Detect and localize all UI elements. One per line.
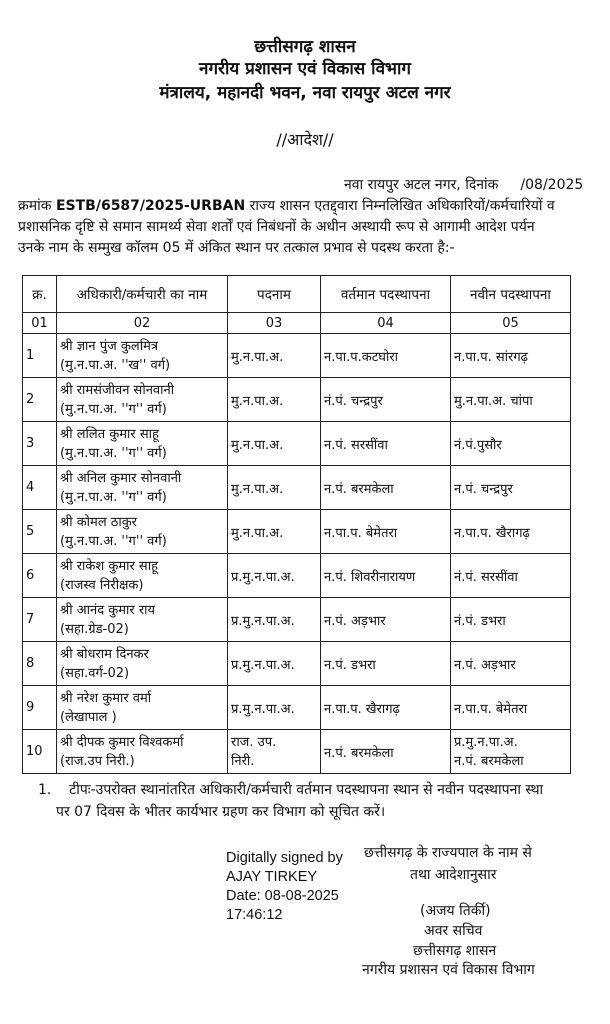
- signoff-office-2: नगरीय प्रशासन एवं विकास विभाग: [362, 962, 535, 978]
- digital-signature-name: AJAY TIRKEY: [226, 869, 318, 885]
- body-line-1-rest: राज्य शासन एतद्द्वारा निम्नलिखित अधिकारियों/कर्मचारियों व: [245, 198, 555, 214]
- table-row: [23, 642, 571, 686]
- row-new: न.पा.प. बेमेतरा: [451, 686, 571, 730]
- col-number: 04: [321, 313, 451, 334]
- table-row: [23, 466, 571, 510]
- row-name: श्री आनंद कुमार राय: [60, 602, 156, 618]
- row-name-cell: [57, 422, 228, 466]
- header-designation: पदनाम: [228, 276, 321, 313]
- body-line-1: [18, 196, 555, 215]
- table-row: [23, 510, 571, 554]
- table-row: [23, 598, 571, 642]
- signoff-line-2: तथा आदेशानुसार: [410, 867, 497, 883]
- row-current: न.पा.प.कटघोरा: [321, 334, 451, 378]
- row-name: श्री बोधराम दिनकर: [60, 646, 149, 662]
- row-new: मु.न.पा.अ. चांपा: [451, 378, 571, 422]
- row-designation: प्र.मु.न.पा.अ.: [228, 686, 321, 730]
- row-name-sub: (राजस्व निरीक्षक): [60, 577, 144, 593]
- note-line-2: पर 07 दिवस के भीतर कार्यभार ग्रहण कर विभाग को सूचित करें।: [56, 804, 386, 820]
- row-new: नं.पं.पुसौर: [451, 422, 571, 466]
- table-row: [23, 554, 571, 598]
- row-sn: 10: [23, 730, 57, 774]
- signoff-line-1: छत्तीसगढ़ के राज्यपाल के नाम से: [364, 845, 532, 861]
- row-name: श्री ज्ञान पुंज कुलमित्र: [60, 338, 159, 354]
- row-new: न.पं. अड़भार: [451, 642, 571, 686]
- row-designation: प्र.मु.न.पा.अ.: [228, 642, 321, 686]
- row-current: न.पं. डभरा: [321, 642, 451, 686]
- signoff-name: (अजय तिर्की): [420, 903, 491, 919]
- header-sn: क्र.: [23, 276, 57, 313]
- row-name-sub: (मु.न.पा.अ. ''ग'' वर्ग): [60, 533, 167, 549]
- row-current: न.पं. सरसींवा: [321, 422, 451, 466]
- row-sn: 6: [23, 554, 57, 598]
- row-name: श्री ललित कुमार साहू: [60, 426, 159, 442]
- col-number: 01: [23, 313, 57, 334]
- row-sn: 1: [23, 334, 57, 378]
- table-row: [23, 422, 571, 466]
- body-line-2: प्रशासनिक दृष्टि से समान सामर्थ्य सेवा शर्तों एवं निबंधनों के अधीन अस्थायी रूप से आगामी आदेश पर्यन: [18, 219, 535, 235]
- row-new: प्र.मु.न.पा.अ.: [454, 734, 518, 750]
- row-current: न.पं. बरमकेला: [321, 730, 451, 774]
- table-header-row: [23, 276, 571, 313]
- body-line-3: उनके नाम के सम्मुख कॉलम 05 में अंकित स्थान पर तत्काल प्रभाव से पदस्थ करता है:-: [18, 240, 455, 256]
- row-new-cell: [451, 730, 571, 774]
- row-designation-2: निरी.: [231, 753, 255, 769]
- row-sn: 8: [23, 642, 57, 686]
- digital-signature-time: 17:46:12: [226, 907, 283, 923]
- note-line-1: [38, 780, 543, 799]
- signoff-office-1: छत्तीसगढ़ शासन: [413, 943, 497, 959]
- table-row: [23, 730, 571, 774]
- row-current: न.पं. अड़भार: [321, 598, 451, 642]
- table-row: [23, 378, 571, 422]
- column-number-row: [23, 313, 571, 334]
- date-value: /08/2025: [520, 177, 584, 193]
- signoff-designation: अवर सचिव: [424, 923, 483, 939]
- note-number: 1.: [38, 782, 52, 798]
- row-name-sub: (सहा.ग्रेड-02): [60, 621, 129, 637]
- row-name-cell: [57, 554, 228, 598]
- header-new-posting: नवीन पदस्थापना: [451, 276, 571, 313]
- row-name-cell: [57, 642, 228, 686]
- col-number: 05: [451, 313, 571, 334]
- note-text-1: टीपः-उपरोक्त स्थानांतरित अधिकारी/कर्मचारी वर्तमान पदस्थापना स्थान से नवीन पदस्थापना स्था: [69, 782, 544, 798]
- row-designation: राज. उप.: [231, 734, 277, 750]
- digital-signature-date: Date: 08-08-2025: [226, 888, 339, 904]
- header-government: छत्तीसगढ़ शासन: [254, 37, 356, 57]
- date-line: [344, 175, 583, 194]
- row-name: श्री अनिल कुमार सोनवानी: [60, 470, 182, 486]
- row-designation: मु.न.पा.अ.: [228, 334, 321, 378]
- header-address: मंत्रालय, महानदी भवन, नवा रायपुर अटल नगर: [159, 83, 451, 103]
- row-sn: 7: [23, 598, 57, 642]
- row-designation: मु.न.पा.अ.: [228, 466, 321, 510]
- row-name: श्री नरेश कुमार वर्मा: [60, 690, 152, 706]
- header-name: अधिकारी/कर्मचारी का नाम: [57, 276, 228, 313]
- row-new: न.पं. चन्द्रपुर: [451, 466, 571, 510]
- ref-number: ESTB/6587/2025-URBAN: [55, 198, 246, 214]
- row-name-sub: (मु.न.पा.अ. ''ख'' वर्ग): [60, 357, 171, 373]
- row-current: न.पा.प. बेमेतरा: [321, 510, 451, 554]
- row-name-sub: (मु.न.पा.अ. ''ग'' वर्ग): [60, 489, 167, 505]
- row-designation: मु.न.पा.अ.: [228, 378, 321, 422]
- table-row: [23, 334, 571, 378]
- row-name: श्री राकेश कुमार साहू: [60, 558, 158, 574]
- row-designation: मु.न.पा.अ.: [228, 422, 321, 466]
- row-name-cell: [57, 686, 228, 730]
- digital-signature-label: Digitally signed by: [226, 850, 343, 866]
- row-name: श्री रामसंजीवन सोनवानी: [60, 382, 175, 398]
- row-current: न.पं. शिवरीनारायण: [321, 554, 451, 598]
- transfer-table: [22, 275, 571, 774]
- col-number: 03: [228, 313, 321, 334]
- row-name-sub: (राज.उप निरी.): [60, 753, 135, 769]
- row-designation: प्र.मु.न.पा.अ.: [228, 554, 321, 598]
- row-name-sub: (मु.न.पा.अ. ''ग'' वर्ग): [60, 445, 167, 461]
- row-name-sub: (लेखापाल ): [60, 709, 117, 725]
- row-designation: प्र.मु.न.पा.अ.: [228, 598, 321, 642]
- col-number: 02: [57, 313, 228, 334]
- row-new: न.पा.प. सांरगढ़: [451, 334, 571, 378]
- row-new: नं.पं. सरसींवा: [451, 554, 571, 598]
- row-sn: 5: [23, 510, 57, 554]
- row-name-sub: (सहा.वर्ग-02): [60, 665, 130, 681]
- row-name-cell: [57, 378, 228, 422]
- row-name-cell: [57, 466, 228, 510]
- row-sn: 3: [23, 422, 57, 466]
- row-sn: 9: [23, 686, 57, 730]
- row-current: न.पा.प. खैरागढ़: [321, 686, 451, 730]
- row-name: श्री दीपक कुमार विश्वकर्मा: [60, 734, 184, 750]
- order-title: //आदेश//: [276, 130, 334, 149]
- row-current: न.पं. बरमकेला: [321, 466, 451, 510]
- row-new-2: न.पं. बरमकेला: [454, 753, 524, 769]
- row-name-cell: [57, 598, 228, 642]
- row-name-sub: (मु.न.पा.अ. ''ग'' वर्ग): [60, 401, 167, 417]
- row-new: नं.पं. डभरा: [451, 598, 571, 642]
- date-place: नवा रायपुर अटल नगर, दिनांक: [344, 177, 499, 193]
- row-sn: 4: [23, 466, 57, 510]
- ref-prefix: क्रमांक: [18, 198, 52, 214]
- row-name: श्री कोमल ठाकुर: [60, 514, 137, 530]
- row-name-cell: [57, 730, 228, 774]
- row-designation: मु.न.पा.अ.: [228, 510, 321, 554]
- row-sn: 2: [23, 378, 57, 422]
- row-new: न.पा.प. खैरागढ़: [451, 510, 571, 554]
- row-name-cell: [57, 510, 228, 554]
- row-current: नं.पं. चन्द्रपुर: [321, 378, 451, 422]
- header-department: नगरीय प्रशासन एवं विकास विभाग: [199, 59, 411, 79]
- table-row: [23, 686, 571, 730]
- header-current-posting: वर्तमान पदस्थापना: [321, 276, 451, 313]
- row-designation-cell: [228, 730, 321, 774]
- row-name-cell: [57, 334, 228, 378]
